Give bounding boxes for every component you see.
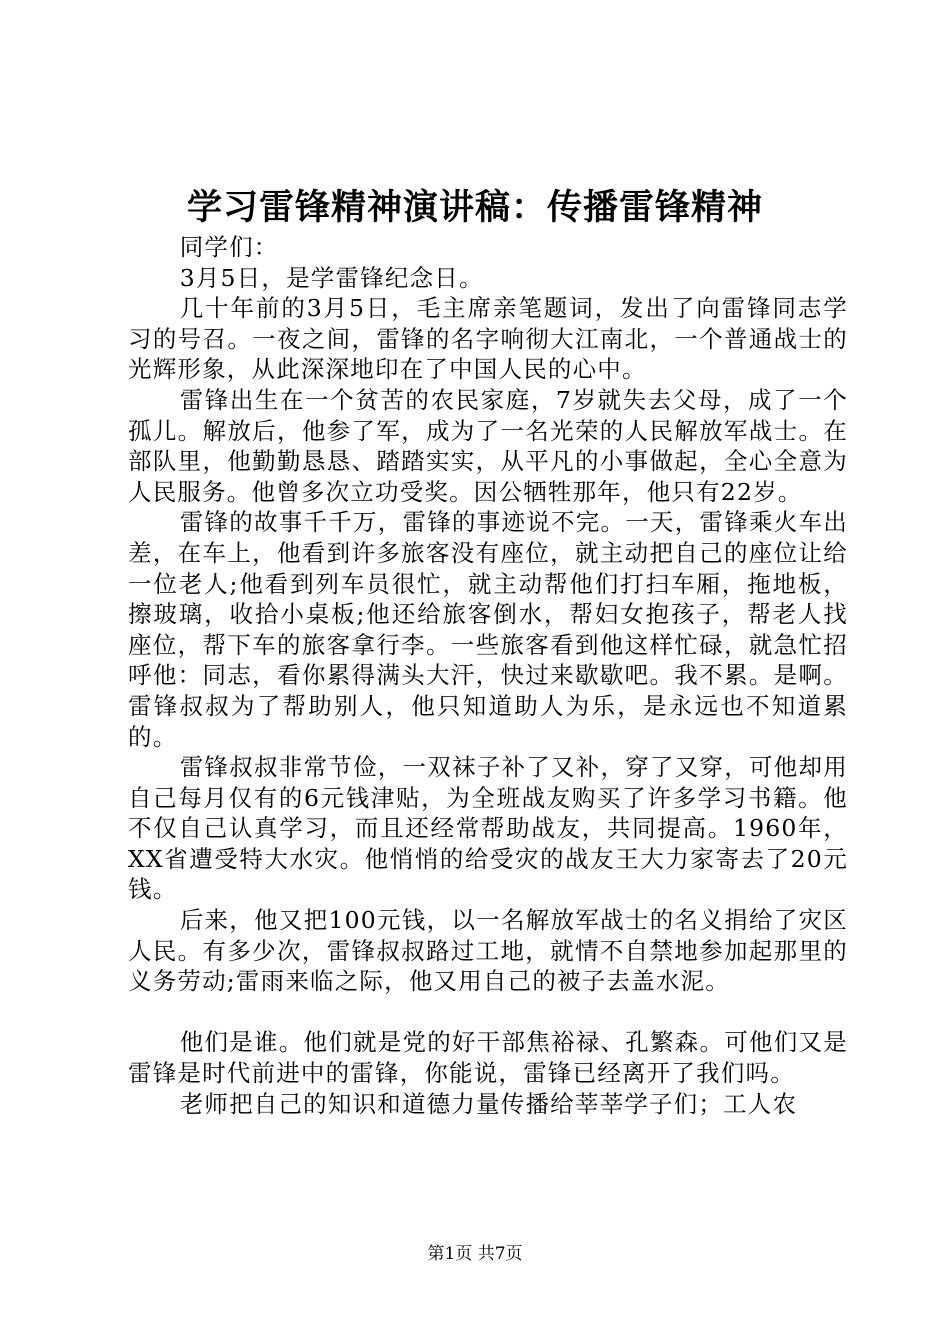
paragraph-history: 几十年前的3月5日，毛主席亲笔题词，发出了向雷锋同志学习的号召。一夜之间，雷锋的名字响彻大江南北，一个普通战士的光辉形象，从此深深地印在了中国人民的心中。	[128, 294, 848, 384]
paragraph-date: 3月5日，是学雷锋纪念日。	[179, 263, 484, 292]
document-body	[128, 232, 848, 1119]
document-title: 学习雷锋精神演讲稿：传播雷锋精神	[186, 187, 763, 228]
page-footer: 第1页 共7页	[427, 1244, 523, 1264]
paragraph-teachers: 老师把自己的知识和道德力量传播给莘莘学子们；工人农	[179, 1089, 798, 1118]
paragraph-donation: 后来，他又把100元钱，以一名解放军战士的名义捐给了灾区人民。有多少次，雷锋叔叔路过工地，就情不自禁地参加起那里的义务劳动;雷雨来临之际，他又用自己的被子去盖水泥。	[128, 906, 848, 996]
paragraph-greeting: 同学们：	[179, 233, 279, 261]
paragraph-frugality: 雷锋叔叔非常节俭，一双袜子补了又补，穿了又穿，可他却用自己每月仅有的6元钱津贴，为全班战友购买了许多学习书籍。他不仅自己认真学习，而且还经常帮助战友，共同提高。1960年，XX省遭受特大水灾。他悄悄的给受灾的战友王大力家寄去了20元钱。	[128, 753, 848, 904]
paragraph-role-models: 他们是谁。他们就是党的好干部焦裕禄、孔繁森。可他们又是雷锋是时代前进中的雷锋，你能说，雷锋已经离开了我们吗。	[128, 1028, 848, 1088]
paragraph-biography: 雷锋出生在一个贫苦的农民家庭，7岁就失去父母，成了一个孤儿。解放后，他参了军，成为了一名光荣的人民解放军战士。在部队里，他勤勤恳恳、踏踏实实，从平凡的小事做起，全心全意为人民服务。他曾多次立功受奖。因公牺牲那年，他只有22岁。	[128, 385, 848, 506]
paragraph-train-story: 雷锋的故事千千万，雷锋的事迹说不完。一天，雷锋乘火车出差，在车上，他看到许多旅客没有座位，就主动把自己的座位让给一位老人;他看到列车员很忙，就主动帮他们打扫车厢，拖地板，擦玻璃，收拾小桌板;他还给旅客倒水，帮妇女抱孩子，帮老人找座位，帮下车的旅客拿行李。一些旅客看到他这样忙碌，就急忙招呼他：同志，看你累得满头大汗，快过来歇歇吧。我不累。是啊。雷锋叔叔为了帮助别人，他只知道助人为乐，是永远也不知道累的。	[128, 508, 848, 751]
